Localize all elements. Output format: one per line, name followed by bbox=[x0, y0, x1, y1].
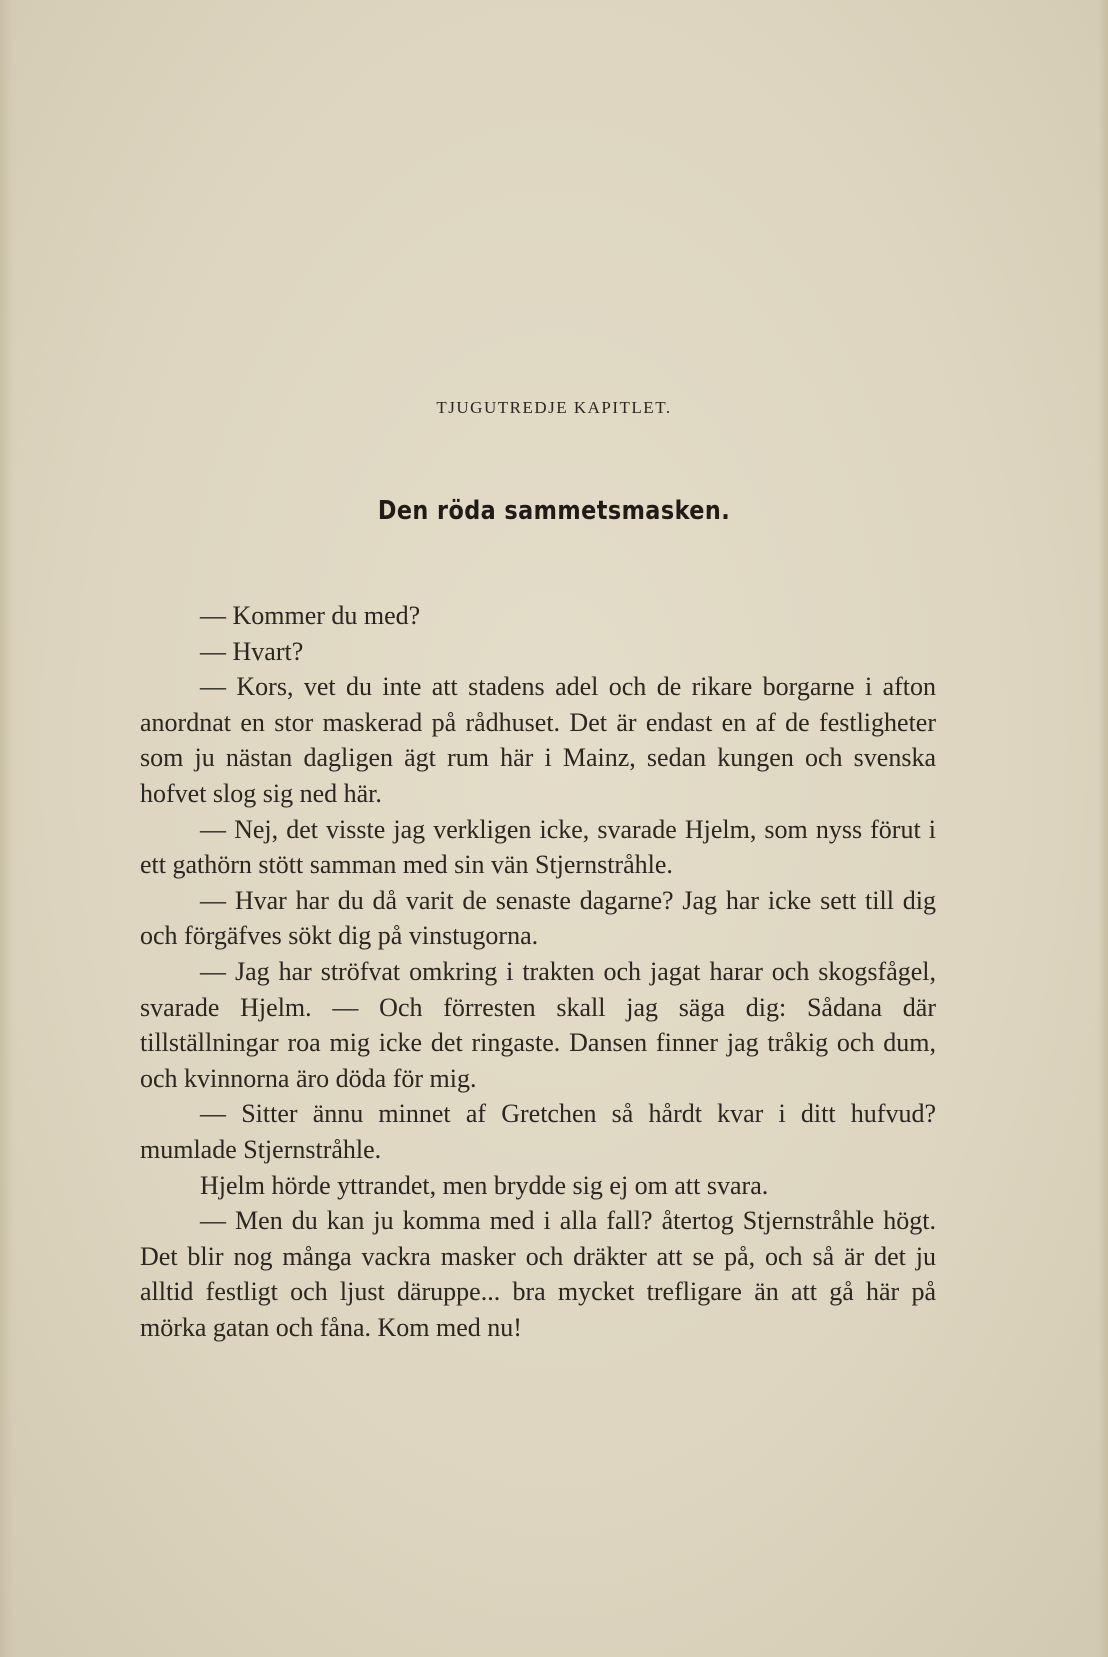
page-edge-right bbox=[1098, 0, 1108, 1657]
paragraph: Hjelm hörde yttrandet, men brydde sig ej om att svara. bbox=[200, 1170, 769, 1200]
chapter-heading: TJUGUTREDJE KAPITLET. bbox=[436, 398, 672, 417]
chapter-title: Den röda sammetsmasken. bbox=[377, 496, 731, 526]
paragraph: — Kommer du med? bbox=[200, 601, 421, 630]
page-edge-left bbox=[0, 0, 14, 1657]
paragraph: — Nej, det visste jag verkligen icke, svarade Hjelm, som nyss förut i ett gathörn stött samman med sin vän Stjernstråhle. bbox=[140, 814, 936, 880]
paragraph: — Sitter ännu minnet af Gretchen så hårdt kvar i ditt hufvud? mumlade Stjernstråhle. bbox=[140, 1099, 936, 1164]
paragraph: — Jag har ströfvat omkring i trakten och jagat harar och skogsfågel, svarade Hjelm. — Och förresten skall jag säga dig: Sådana där tillställningar roa mig icke det ringaste. Dansen finner jag tråkig och dum, och kvinnorna äro döda för mig. bbox=[140, 956, 936, 1093]
paragraph: — Kors, vet du inte att stadens adel och de rikare borgarne i afton anordnat en stor maskerad på rådhuset. Det är endast en af de festligheter som ju nästan dagligen ägt rum här i Mainz, sedan kungen och svenska hofvet slog sig ned här. bbox=[140, 672, 936, 808]
paragraph: — Hvart? bbox=[200, 636, 304, 666]
paragraph: — Men du kan ju komma med i alla fall? återtog Stjernstråhle högt. Det blir nog många vackra masker och dräkter att se på, och så är det ju alltid festligt och ljust däruppe... bra mycket trefligare än att gå här på mörka gatan och fåna. Kom med nu! bbox=[140, 1206, 936, 1342]
body-text bbox=[140, 598, 936, 1345]
paragraph: — Hvar har du då varit de senaste dagarne? Jag har icke sett till dig och förgäfves sökt dig på vinstugorna. bbox=[140, 885, 936, 951]
